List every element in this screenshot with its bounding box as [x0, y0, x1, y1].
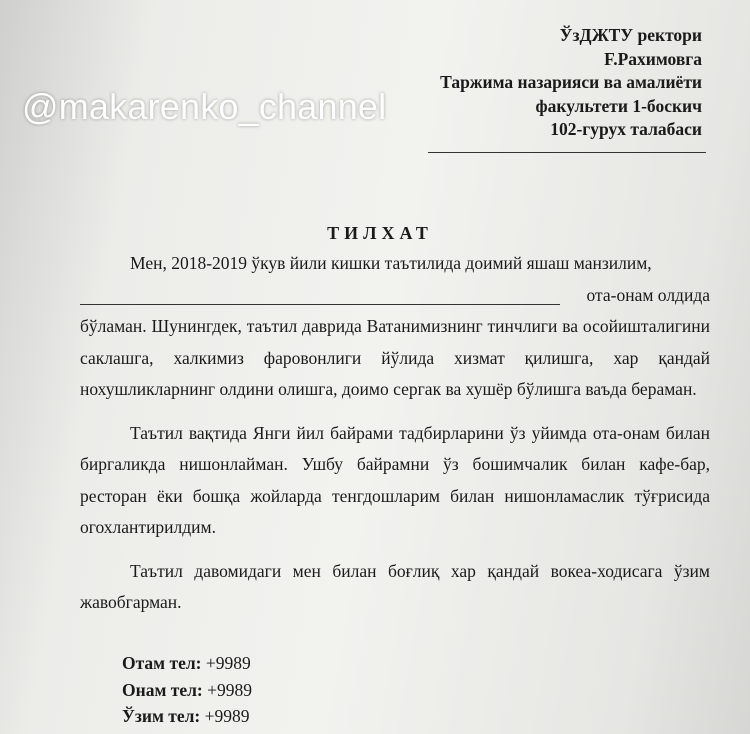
phone-label: Онам тел: — [122, 679, 203, 700]
phone-row-mother — [122, 677, 252, 704]
phone-row-self — [122, 703, 252, 730]
addressee-block — [382, 24, 702, 142]
addressee-line: F.Рахимовга — [604, 48, 702, 69]
phone-label: Ўзим тел: — [122, 706, 201, 726]
addressee-line: ЎзДЖТУ ректори — [559, 25, 702, 45]
phone-value: +9989 — [205, 653, 251, 673]
addressee-line: Таржима назарияси ва амалиёти — [440, 72, 702, 92]
phone-value: +9989 — [204, 706, 250, 726]
paragraph-1-text: бўламан. Шунингдек, таътил даврида Ватанимизнинг тинчлиги ва осойишталигини саклашга, халкимиз фаровонлиги йўлида хизмат қилишга, хар қандай нохушликларнинг олдини олишга, доимо сергак ва хушёр бўлишга ваъда бераман. — [80, 316, 710, 399]
paragraph-3: Таътил давомидаги мен билан боғлиқ хар қандай вокеа-ходисага ўзим жавобгарман. — [80, 560, 710, 612]
addressee-line: 102-гурух талабаси — [550, 119, 702, 139]
document-body — [80, 248, 710, 619]
phone-value: +9989 — [207, 679, 252, 700]
address-blank-row — [80, 280, 710, 312]
phone-label: Отам тел: — [122, 653, 202, 673]
name-signature-line — [428, 152, 706, 153]
paragraph-2: Таътил вақтида Янги йил байрами тадбирларини ўз уйимда ота-онам билан биргаликда нишонлайман. Ушбу байрамни ўз бошимчалик билан кафе-бар, ресторан ёки бошқа жойларда тенгдошларим билан нишонламаслик тўғрисида огохлантирилдим. — [80, 422, 710, 537]
paragraph-1-line-2: ота-онам олдида — [586, 284, 710, 305]
phone-list — [122, 650, 252, 730]
phone-row-father — [122, 650, 252, 677]
channel-watermark: @makarenko_channel — [22, 86, 387, 127]
paragraph-1-first-line: Мен, 2018-2019 ўкув йили кишки таътилида доимий яшаш манзилим, — [130, 253, 652, 273]
address-blank-line — [80, 282, 560, 305]
addressee-line: факультети 1-боскич — [535, 95, 702, 116]
document-title: ТИЛХАТ — [327, 223, 433, 243]
